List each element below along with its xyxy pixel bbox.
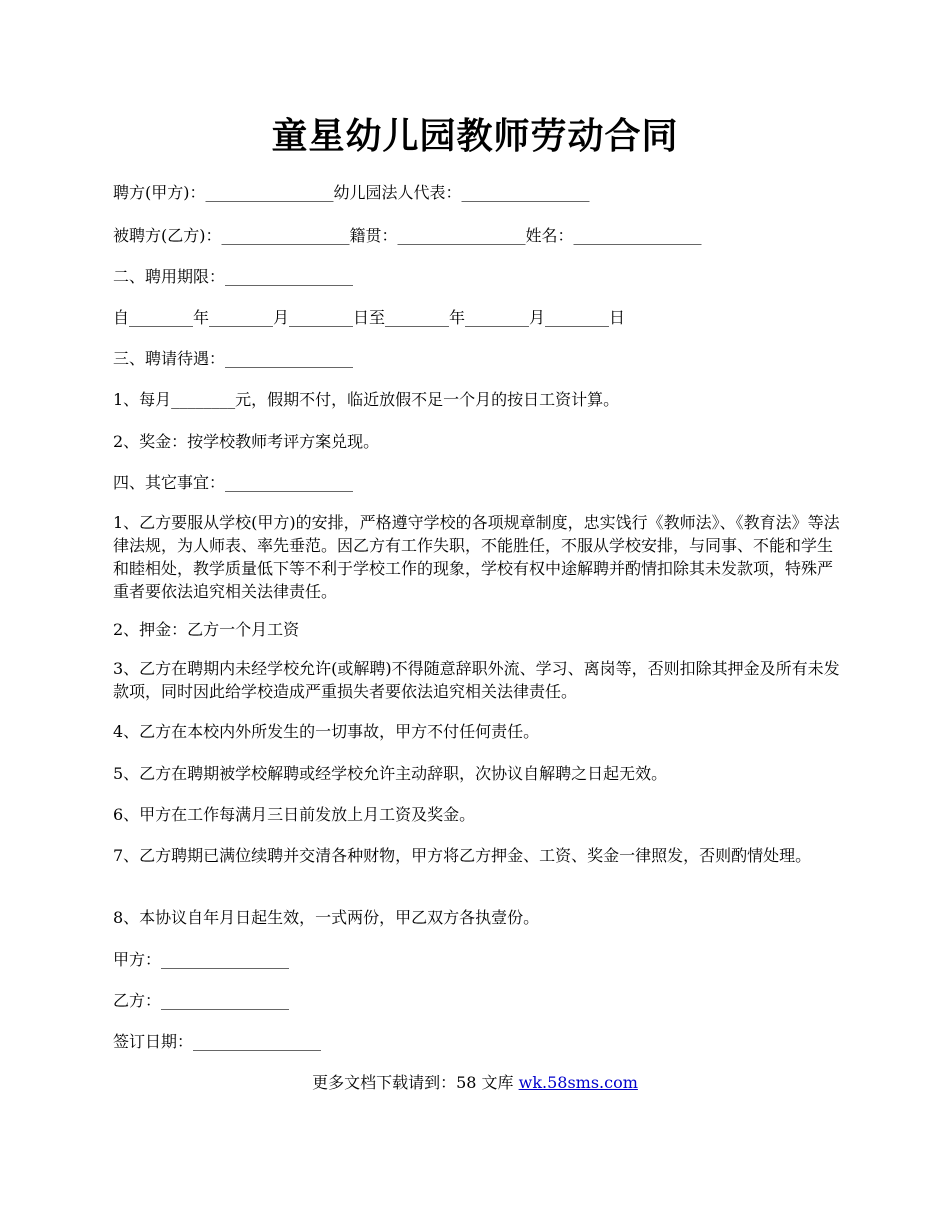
other-clause-6: 6、甲方在工作每满月三日前发放上月工资及奖金。	[113, 805, 476, 824]
pay-clause-2: 2、奖金：按学校教师考评方案兑现。	[113, 432, 380, 451]
other-clause-1: 1、乙方要服从学校(甲方)的安排，严格遵守学校的各项规章制度，忠实饯行《教师法》、《教育法》等法律法规，为人师表、率先垂范。因乙方有工作失职，不能胜任，不服从学校安排，与同事、不能和学生和睦相处，教学质量低下等不利于学校工作的现象，学校有权中途解聘并酌情扣除其未发款项，特殊严重者要依法追究相关法律责任。	[113, 513, 840, 601]
party-b-line: 被聘方(乙方)：________________籍贯：________________姓名：________________	[113, 226, 702, 245]
signature-party-a: 甲方：________________	[113, 950, 290, 969]
other-clause-7: 7、乙方聘期已满位续聘并交清各种财物，甲方将乙方押金、工资、奖金一律照发，否则酌情处理。	[113, 846, 812, 865]
other-clause-4: 4、乙方在本校内外所发生的一切事故，甲方不付任何责任。	[113, 722, 540, 741]
document-title: 童星幼儿园教师劳动合同	[271, 115, 679, 157]
section-pay-heading: 三、聘请待遇：________________	[113, 349, 354, 368]
section-term-heading: 二、聘用期限：________________	[113, 267, 354, 286]
other-clause-3: 3、乙方在聘期内未经学校允许(或解聘)不得随意辞职外流、学习、离岗等，否则扣除其押金及所有未发款项，同时因此给学校造成严重损失者要依法追究相关法律责任。	[113, 659, 840, 701]
footer-link[interactable]: wk.58sms.com	[518, 1073, 638, 1092]
signature-party-b: 乙方：________________	[113, 991, 290, 1010]
other-clause-2: 2、押金：乙方一个月工资	[113, 620, 300, 639]
other-clause-8: 8、本协议自年月日起生效，一式两份，甲乙双方各执壹份。	[113, 908, 540, 927]
section-other-heading: 四、其它事宜：________________	[113, 473, 354, 492]
pay-clause-1: 1、每月________元，假期不付，临近放假不足一个月的按日工资计算。	[113, 390, 620, 409]
other-clause-5: 5、乙方在聘期被学校解聘或经学校允许主动辞职，次协议自解聘之日起无效。	[113, 764, 668, 783]
party-a-line: 聘方(甲方)：________________幼儿园法人代表：________________	[113, 183, 590, 202]
footer-prefix: 更多文档下载请到：58 文库	[312, 1073, 519, 1092]
footer	[0, 1072, 950, 1094]
term-date-range: 自________年________月________日至________年________月________日	[113, 308, 626, 327]
signing-date: 签订日期：________________	[113, 1032, 322, 1051]
